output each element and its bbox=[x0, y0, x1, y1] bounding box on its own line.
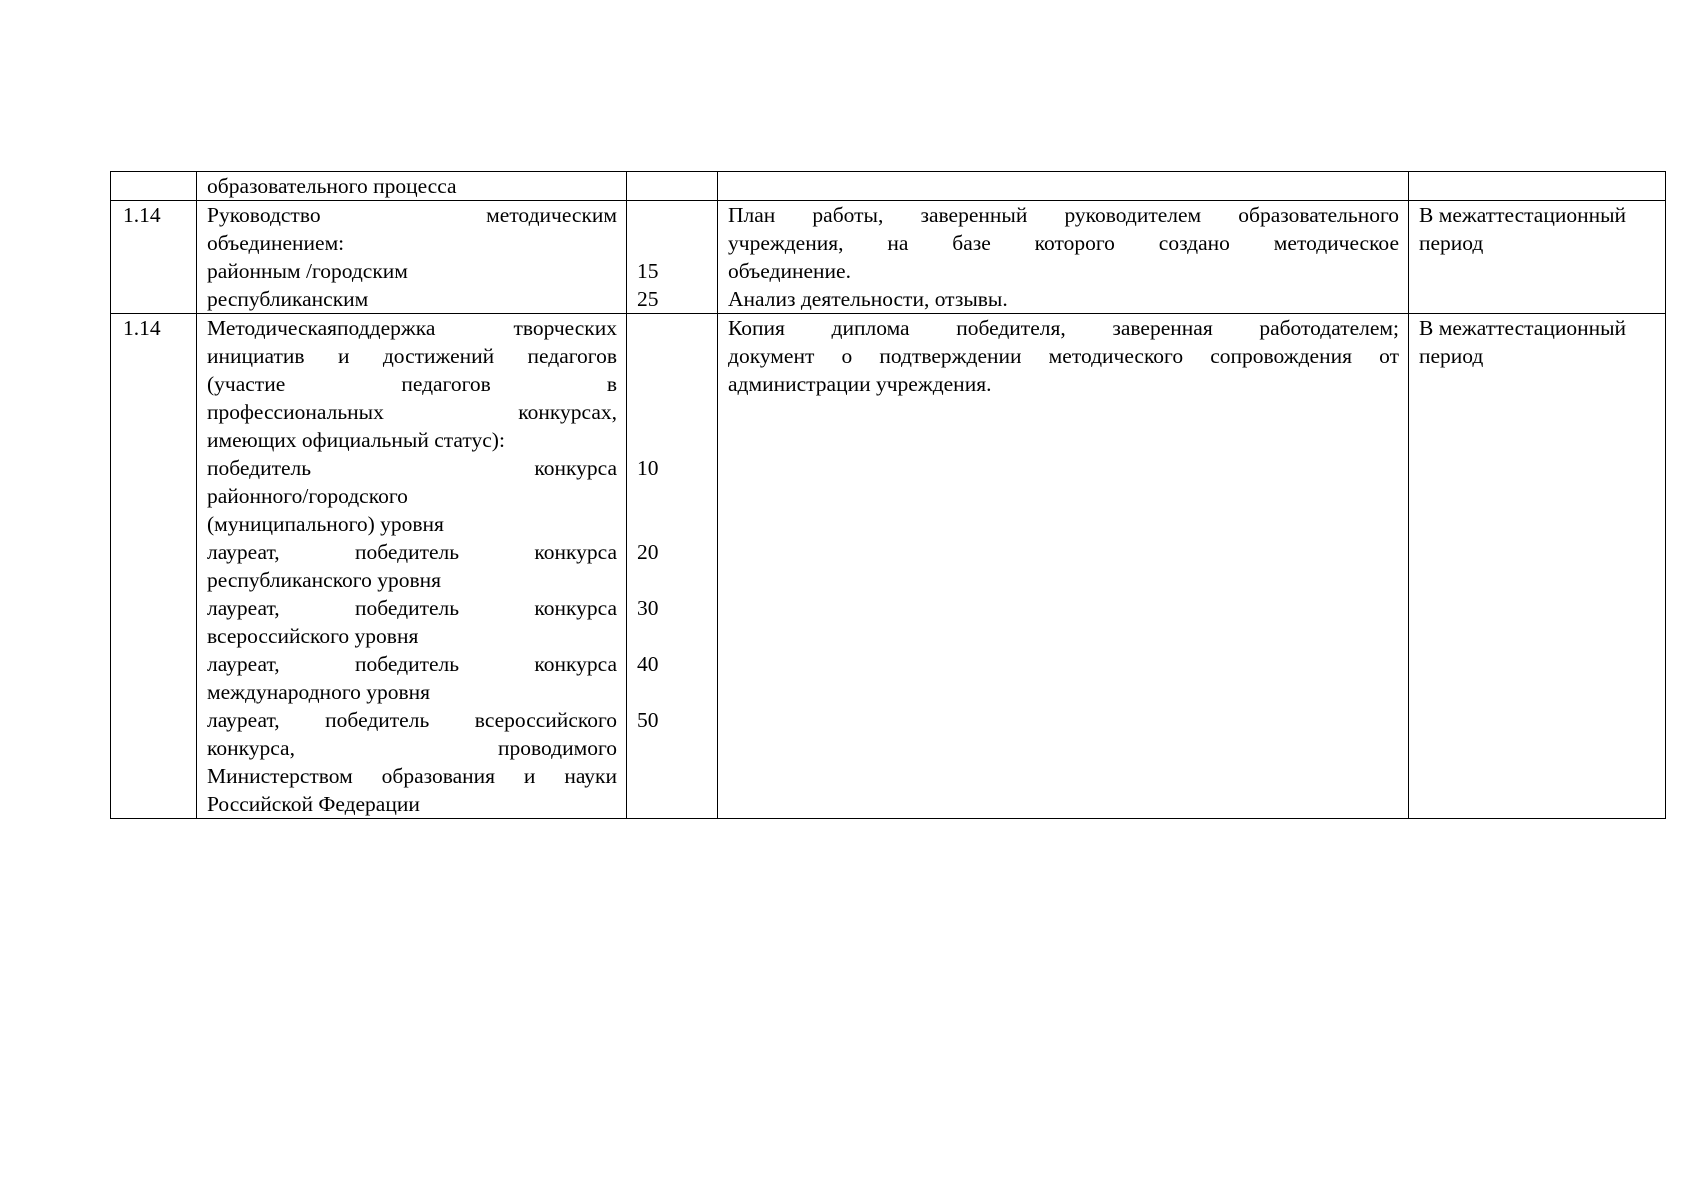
points-value bbox=[637, 370, 708, 398]
document-line: учреждения, на базе которого создано методическое bbox=[728, 231, 1399, 255]
indicator-cell bbox=[197, 314, 627, 819]
points-cell bbox=[627, 314, 718, 819]
row-number-cell bbox=[111, 172, 197, 201]
points-value bbox=[637, 314, 708, 342]
indicator-line: районного/городского bbox=[207, 484, 408, 508]
points-value bbox=[637, 734, 708, 762]
indicator-line: профессиональных конкурсах, bbox=[207, 400, 617, 424]
period-cell bbox=[1409, 201, 1666, 314]
document-line: Копия диплома победителя, заверенная работодателем; bbox=[728, 316, 1399, 340]
indicator-line: Методическаяподдержка творческих bbox=[207, 316, 617, 340]
indicator-line: республиканским bbox=[207, 287, 369, 311]
document-line: документ о подтверждении методического сопровождения от bbox=[728, 344, 1399, 368]
points-value: 25 bbox=[637, 287, 659, 311]
period-cell bbox=[1409, 314, 1666, 819]
points-value: 30 bbox=[637, 596, 659, 620]
points-value: 20 bbox=[637, 540, 659, 564]
points-value bbox=[637, 201, 708, 229]
points-value bbox=[637, 762, 708, 790]
indicator-line: Руководство методическим bbox=[207, 203, 617, 227]
indicator-cell bbox=[197, 201, 627, 314]
indicator-line: лауреат, победитель конкурса bbox=[207, 540, 617, 564]
period-line: В межаттестационный bbox=[1419, 316, 1627, 340]
indicator-line: (участие педагогов в bbox=[207, 372, 617, 396]
document-cell bbox=[718, 314, 1409, 819]
indicator-line: республиканского уровня bbox=[207, 568, 442, 592]
points-value bbox=[637, 482, 708, 510]
points-value bbox=[637, 398, 708, 426]
row-number: 1.14 bbox=[123, 316, 161, 340]
document-line: администрации учреждения. bbox=[728, 372, 992, 396]
period-line: период bbox=[1419, 231, 1484, 255]
table-row-continuation bbox=[111, 172, 1666, 201]
points-value: 50 bbox=[637, 708, 659, 732]
points-value: 40 bbox=[637, 652, 659, 676]
indicator-line: лауреат, победитель конкурса bbox=[207, 596, 617, 620]
document-line: объединение. bbox=[728, 259, 851, 283]
indicator-line: лауреат, победитель конкурса bbox=[207, 652, 617, 676]
points-value bbox=[637, 426, 708, 454]
period-cell bbox=[1409, 172, 1666, 201]
indicator-line: международного уровня bbox=[207, 680, 431, 704]
points-value bbox=[637, 510, 708, 538]
indicator-line: лауреат, победитель всероссийского bbox=[207, 708, 617, 732]
row-number-cell bbox=[111, 314, 197, 819]
indicator-line: Министерством образования и науки bbox=[207, 764, 617, 788]
indicator-line: победитель конкурса bbox=[207, 456, 617, 480]
points-cell bbox=[627, 172, 718, 201]
points-value: 15 bbox=[637, 259, 659, 283]
table-row bbox=[111, 314, 1666, 819]
document-line: Анализ деятельности, отзывы. bbox=[728, 287, 1008, 311]
row-number: 1.14 bbox=[123, 203, 161, 227]
document-cell bbox=[718, 172, 1409, 201]
indicator-line: объединением: bbox=[207, 231, 345, 255]
indicator-line: районным /городским bbox=[207, 259, 408, 283]
document-line: План работы, заверенный руководителем образовательного bbox=[728, 203, 1399, 227]
points-value bbox=[637, 229, 708, 257]
criteria-table bbox=[110, 171, 1666, 819]
indicator-cell bbox=[197, 172, 627, 201]
points-cell bbox=[627, 201, 718, 314]
indicator-line: образовательного процесса bbox=[207, 174, 457, 198]
indicator-line: имеющих официальный статус): bbox=[207, 428, 505, 452]
indicator-line: всероссийского уровня bbox=[207, 624, 419, 648]
points-value bbox=[637, 342, 708, 370]
indicator-line: (муниципального) уровня bbox=[207, 512, 444, 536]
table-row bbox=[111, 201, 1666, 314]
document-cell bbox=[718, 201, 1409, 314]
period-line: В межаттестационный bbox=[1419, 203, 1627, 227]
period-line: период bbox=[1419, 344, 1484, 368]
points-value bbox=[637, 678, 708, 706]
points-value: 10 bbox=[637, 456, 659, 480]
points-value bbox=[637, 622, 708, 650]
indicator-line: Российской Федерации bbox=[207, 792, 420, 816]
points-value bbox=[637, 566, 708, 594]
points-value bbox=[637, 790, 708, 818]
row-number-cell bbox=[111, 201, 197, 314]
indicator-line: инициатив и достижений педагогов bbox=[207, 344, 617, 368]
indicator-line: конкурса, проводимого bbox=[207, 736, 617, 760]
